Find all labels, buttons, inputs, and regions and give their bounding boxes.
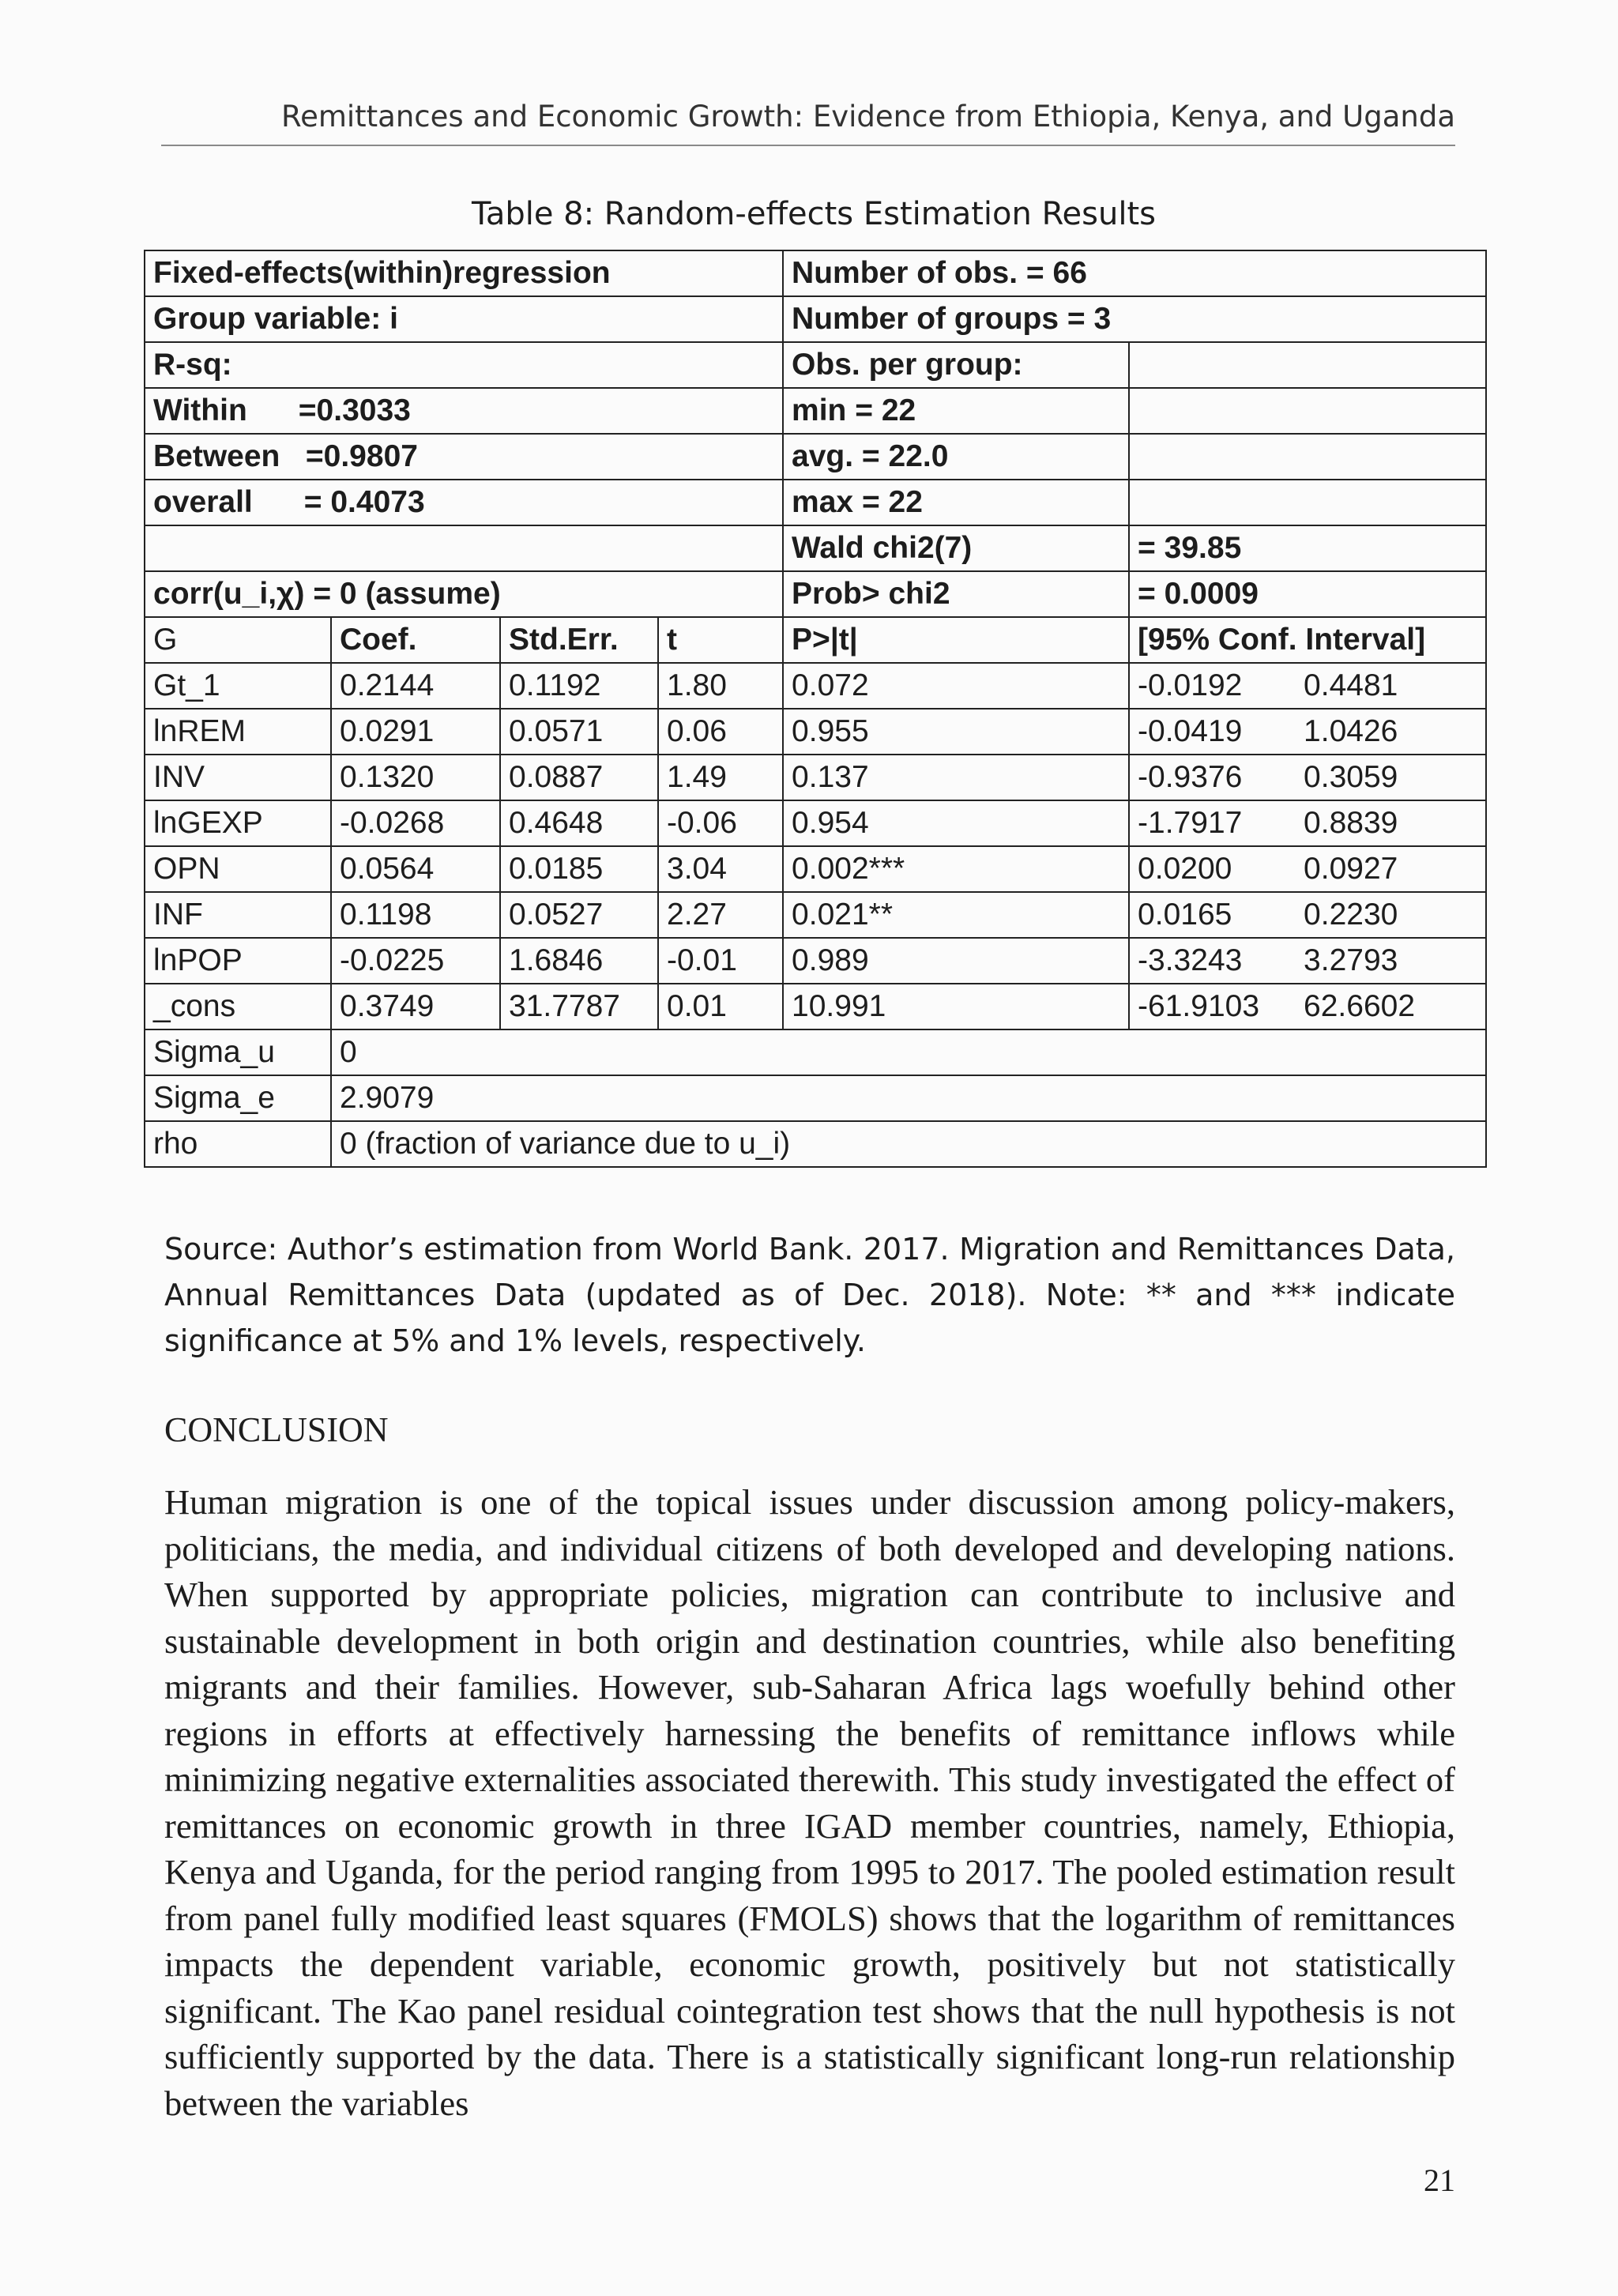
cell-conf-interval: [1129, 846, 1486, 892]
cell-p: 0.137: [783, 755, 1129, 800]
table-row: [145, 663, 1486, 709]
cell-conf-interval: [1129, 800, 1486, 846]
page-number: 21: [1424, 2162, 1455, 2198]
cell-coef: -0.0268: [331, 800, 500, 846]
cell-se: 31.7787: [500, 984, 658, 1029]
cell-coef: 0.2144: [331, 663, 500, 709]
footer-label: rho: [145, 1121, 331, 1167]
ci-low: 0.0165: [1138, 898, 1232, 932]
cell-se: 1.6846: [500, 938, 658, 984]
ci-high: 1.0426: [1304, 714, 1398, 748]
column-header: Coef.: [331, 617, 500, 663]
cell-t: 1.49: [658, 755, 783, 800]
number-of-obs: Number of obs. = 66: [783, 250, 1486, 296]
cell-coef: 0.3749: [331, 984, 500, 1029]
cell-se: 0.0527: [500, 892, 658, 938]
column-header: Std.Err.: [500, 617, 658, 663]
rsq-label: R-sq:: [145, 342, 783, 388]
corr-assumption: corr(u_i,χ) = 0 (assume): [145, 571, 783, 617]
cell-var: INV: [145, 755, 331, 800]
cell-var: Gt_1: [145, 663, 331, 709]
cell-var: INF: [145, 892, 331, 938]
ci-high: 0.3059: [1304, 760, 1398, 794]
cell-p: 0.021**: [783, 892, 1129, 938]
column-header: G: [145, 617, 331, 663]
summary-row: [145, 250, 1486, 296]
ci-low: -1.7917: [1138, 806, 1243, 840]
ci-low: -3.3243: [1138, 943, 1243, 977]
obs-per-group-label: Obs. per group:: [783, 342, 1129, 388]
cell-p: 0.989: [783, 938, 1129, 984]
cell-conf-interval: [1129, 663, 1486, 709]
section-heading: CONCLUSION: [164, 1410, 389, 1449]
cell-se: 0.0887: [500, 755, 658, 800]
ci-low: -0.9376: [1138, 760, 1243, 794]
cell-coef: 0.0291: [331, 709, 500, 755]
table-row: [145, 938, 1486, 984]
cell-var: lnREM: [145, 709, 331, 755]
table-row: [145, 800, 1486, 846]
table-row: [145, 709, 1486, 755]
cell-conf-interval: [1129, 938, 1486, 984]
cell-t: 0.06: [658, 709, 783, 755]
footer-value: 0 (fraction of variance due to u_i): [331, 1121, 1486, 1167]
group-variable: Group variable: i: [145, 296, 783, 342]
body-paragraph: Human migration is one of the topical issues under discussion among policy-makers, politicians, the media, and individual citizens of both developed and developing nations. When supported by appropriate policies, migration can contribute to inclusive and sustainable development in both origin and destination countries, while also benefiting migrants and their families. However, sub-Saharan Africa lags woefully behind other regions in efforts at effectively harnessing the benefits of remittance inflows while minimizing negative externalities associated therewith. This study investigated the effect of remittances on economic growth in three IGAD member countries, namely, Ethiopia, Kenya and Uganda, for the period ranging from 1995 to 2017. The pooled estimation result from panel fully modified least squares (FMOLS) shows that the logarithm of remittances impacts the dependent variable, economic growth, positively but not statistically significant. The Kao panel residual cointegration test shows that the null hypothesis is not sufficiently supported by the data. There is a statistically significant long-run relationship between the variables: [164, 1482, 1455, 2123]
cell-var: lnGEXP: [145, 800, 331, 846]
summary-row: [145, 480, 1486, 525]
ci-low: -0.0192: [1138, 668, 1243, 702]
obs-min: min = 22: [783, 388, 1129, 434]
ci-low: -0.0419: [1138, 714, 1243, 748]
cell-var: _cons: [145, 984, 331, 1029]
cell-p: 0.954: [783, 800, 1129, 846]
summary-row: [145, 434, 1486, 480]
cell-p: 10.991: [783, 984, 1129, 1029]
column-header: [95% Conf. Interval]: [1129, 617, 1486, 663]
ci-high: 3.2793: [1304, 943, 1398, 977]
regression-type: Fixed-effects(within)regression: [145, 250, 783, 296]
ci-high: 0.8839: [1304, 806, 1398, 840]
table-row: [145, 892, 1486, 938]
table-caption: Table 8: Random-effects Estimation Results: [472, 196, 1156, 232]
ci-low: -61.9103: [1138, 989, 1260, 1023]
column-header: t: [658, 617, 783, 663]
cell-conf-interval: [1129, 755, 1486, 800]
ci-high: 0.4481: [1304, 668, 1398, 702]
cell-t: -0.06: [658, 800, 783, 846]
cell-var: lnPOP: [145, 938, 331, 984]
footer-row: [145, 1029, 1486, 1075]
cell-p: 0.955: [783, 709, 1129, 755]
column-header-row: [145, 617, 1486, 663]
ci-high: 0.0927: [1304, 852, 1398, 886]
obs-max: max = 22: [783, 480, 1129, 525]
cell-coef: 0.1198: [331, 892, 500, 938]
cell-se: 0.1192: [500, 663, 658, 709]
cell-t: 1.80: [658, 663, 783, 709]
cell-se: 0.0571: [500, 709, 658, 755]
summary-row: [145, 388, 1486, 434]
cell-se: 0.4648: [500, 800, 658, 846]
footer-label: Sigma_e: [145, 1075, 331, 1121]
running-header: Remittances and Economic Growth: Evidence from Ethiopia, Kenya, and Uganda: [161, 100, 1455, 146]
cell-coef: 0.1320: [331, 755, 500, 800]
footer-label: Sigma_u: [145, 1029, 331, 1075]
ci-high: 0.2230: [1304, 898, 1398, 932]
source-note: Source: Author’s estimation from World Bank. 2017. Migration and Remittances Data, Annual Remittances Data (updated as of Dec. 2018). Note: ** and *** indicate significance at 5% and 1% levels, respectively.: [164, 1232, 1455, 1358]
cell-coef: 0.0564: [331, 846, 500, 892]
results-table: [144, 250, 1487, 1168]
table-row: [145, 984, 1486, 1029]
column-header: P>|t|: [783, 617, 1129, 663]
table-row: [145, 755, 1486, 800]
footer-value: 2.9079: [331, 1075, 1486, 1121]
number-of-groups: Number of groups = 3: [783, 296, 1486, 342]
cell-se: 0.0185: [500, 846, 658, 892]
cell-conf-interval: [1129, 892, 1486, 938]
cell-var: OPN: [145, 846, 331, 892]
rsq-between: Between =0.9807: [145, 434, 783, 480]
rsq-overall: overall = 0.4073: [145, 480, 783, 525]
ci-low: 0.0200: [1138, 852, 1232, 886]
footer-value: 0: [331, 1029, 1486, 1075]
rsq-within: Within =0.3033: [145, 388, 783, 434]
prob-value: = 0.0009: [1129, 571, 1486, 617]
cell-p: 0.002***: [783, 846, 1129, 892]
ci-high: 62.6602: [1304, 989, 1416, 1023]
obs-avg: avg. = 22.0: [783, 434, 1129, 480]
wald-value: = 39.85: [1129, 525, 1486, 571]
cell-conf-interval: [1129, 984, 1486, 1029]
summary-row: [145, 525, 1486, 571]
summary-row: [145, 571, 1486, 617]
prob-label: Prob> chi2: [783, 571, 1129, 617]
wald-label: Wald chi2(7): [783, 525, 1129, 571]
cell-p: 0.072: [783, 663, 1129, 709]
cell-t: -0.01: [658, 938, 783, 984]
table-row: [145, 846, 1486, 892]
cell-t: 2.27: [658, 892, 783, 938]
cell-t: 0.01: [658, 984, 783, 1029]
summary-row: [145, 296, 1486, 342]
cell-conf-interval: [1129, 709, 1486, 755]
footer-row: [145, 1121, 1486, 1167]
cell-coef: -0.0225: [331, 938, 500, 984]
summary-row: [145, 342, 1486, 388]
cell-t: 3.04: [658, 846, 783, 892]
footer-row: [145, 1075, 1486, 1121]
